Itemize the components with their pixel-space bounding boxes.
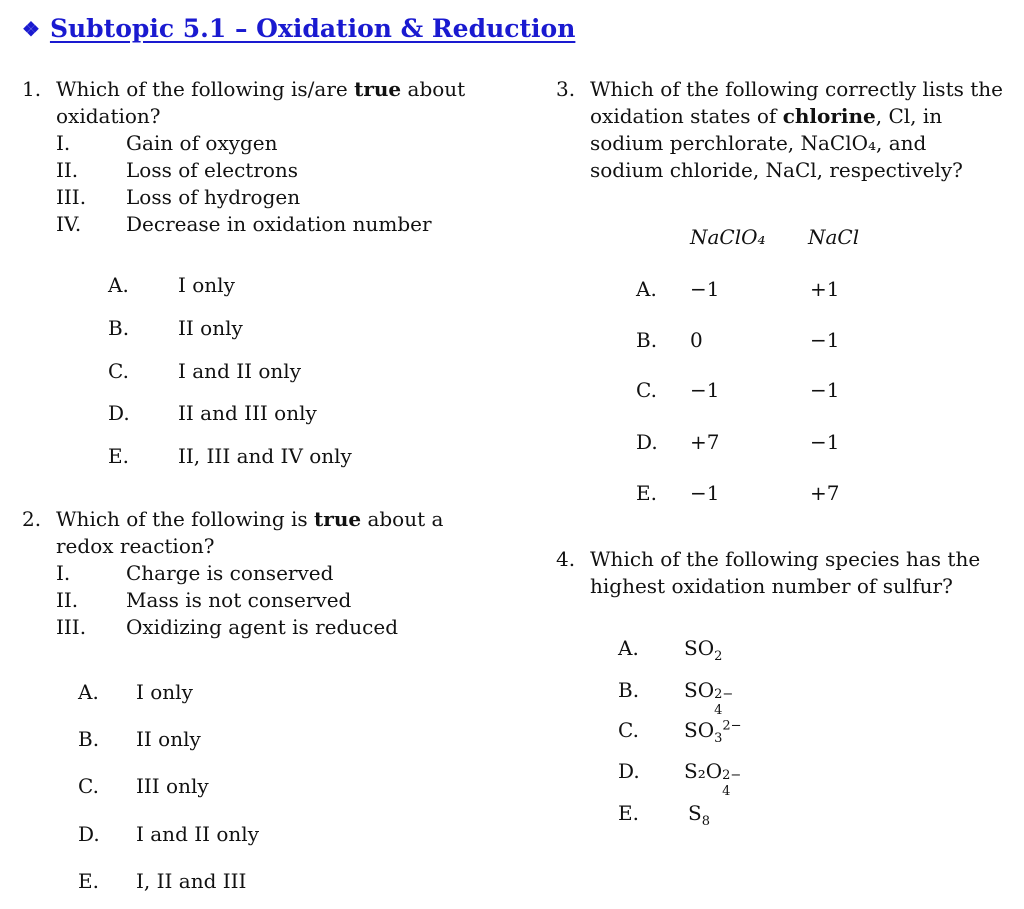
formula: SO 2− 4 [684, 678, 734, 718]
answer-option[interactable]: A. $SO_2$ [618, 636, 723, 664]
answer-option[interactable]: D. II and III only [108, 401, 317, 425]
answer-option[interactable]: D. I and II only [78, 822, 259, 846]
question-stem: Which of the following species has the highest oxidation number of sulfur? [590, 547, 981, 598]
subtopic-heading: Subtopic 5.1 – Oxidation & Reduction [49, 14, 576, 43]
question-stem: Which of the following correctly lists the oxidation states of chlorine, Cl, in sodium perchlorate, NaClO₄, and sodium chloride, NaCl, respectively? [590, 77, 1003, 182]
answer-option[interactable]: D. S₂O 2− 4 [618, 759, 742, 799]
statement: I. Gain of oxygen [56, 131, 278, 155]
answer-option[interactable]: B. II only [78, 727, 201, 751]
diamond-bullet-icon: ❖ [22, 16, 40, 41]
answer-option[interactable]: E. $S_8$ [618, 801, 710, 829]
answer-option[interactable]: C. III only [78, 774, 209, 798]
question-1 [22, 76, 492, 238]
formula: $SO_2$ [684, 636, 723, 664]
statement: IV. Decrease in oxidation number [56, 212, 432, 236]
answer-option[interactable]: B. II only [108, 316, 243, 340]
answer-option[interactable]: C. I and II only [108, 359, 301, 383]
answer-option[interactable]: A. I only [78, 680, 193, 704]
page-title [22, 14, 575, 43]
question-number: 2. [22, 507, 42, 531]
column-header-naclo4: NaClO₄ [690, 225, 766, 249]
question-number: 4. [556, 547, 576, 571]
formula: $SO_3^{2-}$ [684, 718, 742, 746]
question-stem: Which of the following is/are true about oxidation? [56, 77, 466, 128]
question-3 [556, 76, 1006, 184]
answer-option[interactable]: E. I, II and III [78, 869, 247, 893]
formula: $S_8$ [688, 801, 710, 829]
statement: III. Oxidizing agent is reduced [56, 615, 399, 639]
question-number: 3. [556, 77, 576, 101]
answer-option[interactable]: C. $SO_3^{2-}$ [618, 718, 742, 746]
question-2 [22, 506, 462, 641]
answer-option[interactable]: E. II, III and IV only [108, 444, 352, 468]
answer-option[interactable]: A. I only [108, 273, 235, 297]
statement: II. Mass is not conserved [56, 588, 352, 612]
statement: I. Charge is conserved [56, 561, 334, 585]
question-4 [556, 546, 996, 600]
statement: II. Loss of electrons [56, 158, 299, 182]
column-header-nacl: NaCl [808, 225, 860, 249]
statement: III. Loss of hydrogen [56, 185, 301, 209]
question-number: 1. [22, 77, 42, 101]
question-stem: Which of the following is true about a redox reaction? [56, 507, 444, 558]
formula: S₂O 2− 4 [684, 759, 742, 799]
answer-option[interactable]: B. SO 2− 4 [618, 678, 734, 718]
